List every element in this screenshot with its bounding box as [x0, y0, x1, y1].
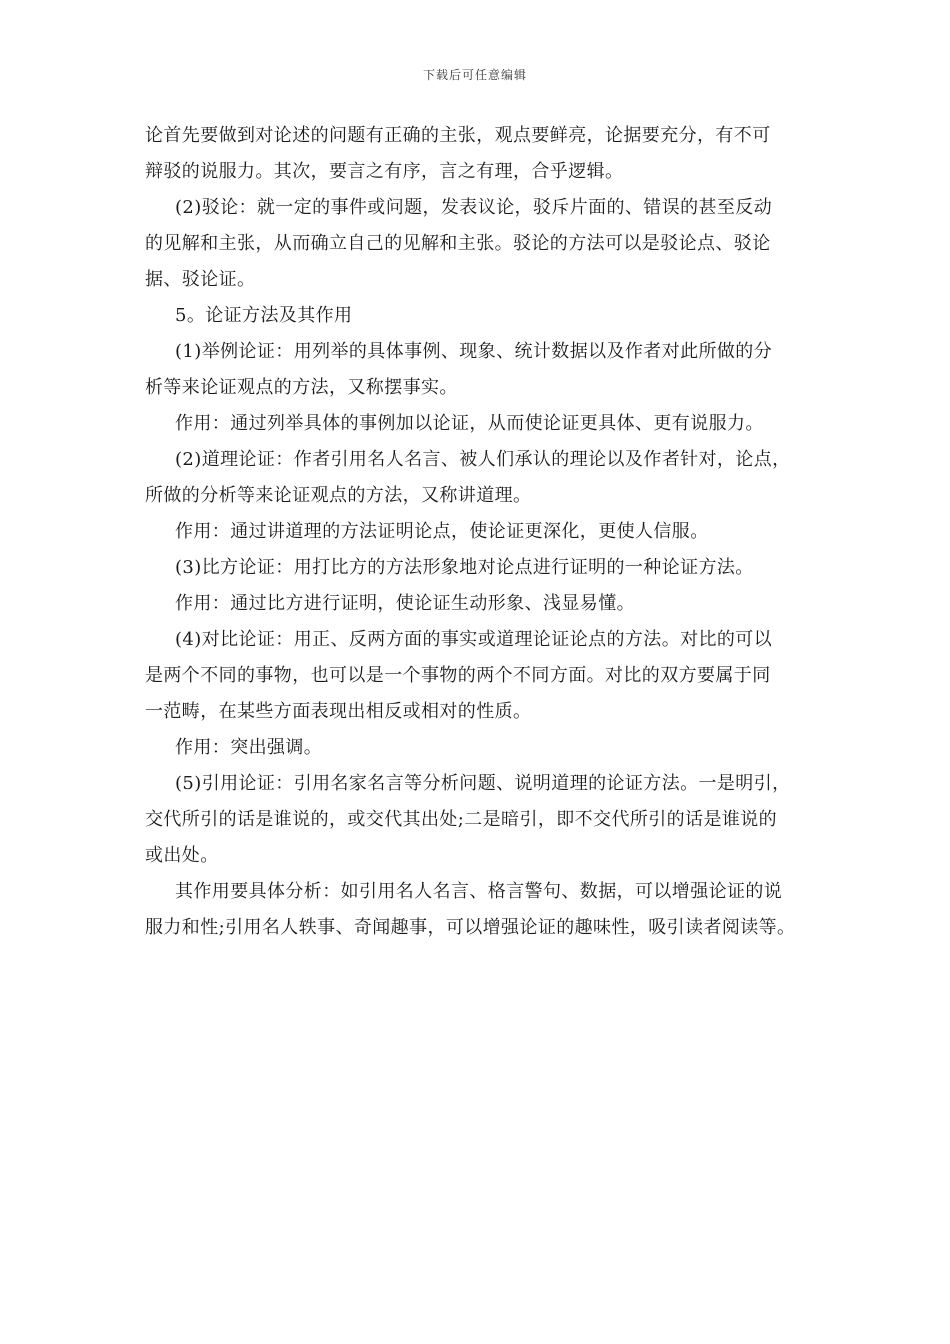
text-line: 作用：通过讲道理的方法证明论点，使论证更深化，更使人信服。	[175, 521, 709, 542]
text-line: (1)举例论证：用列举的具体事例、现象、统计数据以及作者对此所做的分	[175, 341, 773, 362]
text-line: (2)驳论：就一定的事件或问题，发表议论，驳斥片面的、错误的甚至反动	[175, 197, 773, 218]
text-line: 是两个不同的事物，也可以是一个事物的两个不同方面。对比的双方要属于同	[145, 665, 771, 686]
text-line: 其作用要具体分析：如引用名人名言、格言警句、数据，可以增强论证的说	[175, 881, 783, 902]
text-line: (4)对比论证：用正、反两方面的事实或道理论证论点的方法。对比的可以	[175, 629, 773, 650]
document-body	[145, 118, 825, 946]
page-header: 下载后可任意编辑	[422, 68, 527, 82]
text-line: 据、驳论证。	[145, 269, 256, 290]
text-line: (3)比方论证：用打比方的方法形象地对论点进行证明的一种论证方法。	[175, 557, 754, 578]
text-line: 作用：突出强调。	[175, 737, 323, 758]
text-line: 一范畴，在某些方面表现出相反或相对的性质。	[145, 701, 532, 722]
text-line: 作用：通过列举具体的事例加以论证，从而使论证更具体、更有说服力。	[175, 413, 764, 434]
text-line: 作用：通过比方进行证明，使论证生动形象、浅显易懂。	[175, 593, 635, 614]
text-line: 5。论证方法及其作用	[175, 305, 353, 326]
text-line: 析等来论证观点的方法，又称摆事实。	[145, 377, 458, 398]
text-line: 服力和性;引用名人轶事、奇闻趣事，可以增强论证的趣味性，吸引读者阅读等。	[145, 917, 796, 938]
text-line: 辩驳的说服力。其次，要言之有序，言之有理，合乎逻辑。	[145, 161, 624, 182]
text-line: 交代所引的话是谁说的，或交代其出处;二是暗引，即不交代所引的话是谁说的	[145, 809, 778, 830]
text-line: 所做的分析等来论证观点的方法，又称讲道理。	[145, 485, 532, 506]
text-line: (5)引用论证：引用名家名言等分析问题、说明道理的论证方法。一是明引，	[175, 773, 791, 794]
text-line: 的见解和主张，从而确立自己的见解和主张。驳论的方法可以是驳论点、驳论	[145, 233, 771, 254]
text-line: (2)道理论证：作者引用名人名言、被人们承认的理论以及作者针对，论点，	[175, 449, 791, 470]
text-line: 或出处。	[145, 845, 219, 866]
text-line: 论首先要做到对论述的问题有正确的主张，观点要鲜亮，论据要充分，有不可	[145, 125, 771, 146]
